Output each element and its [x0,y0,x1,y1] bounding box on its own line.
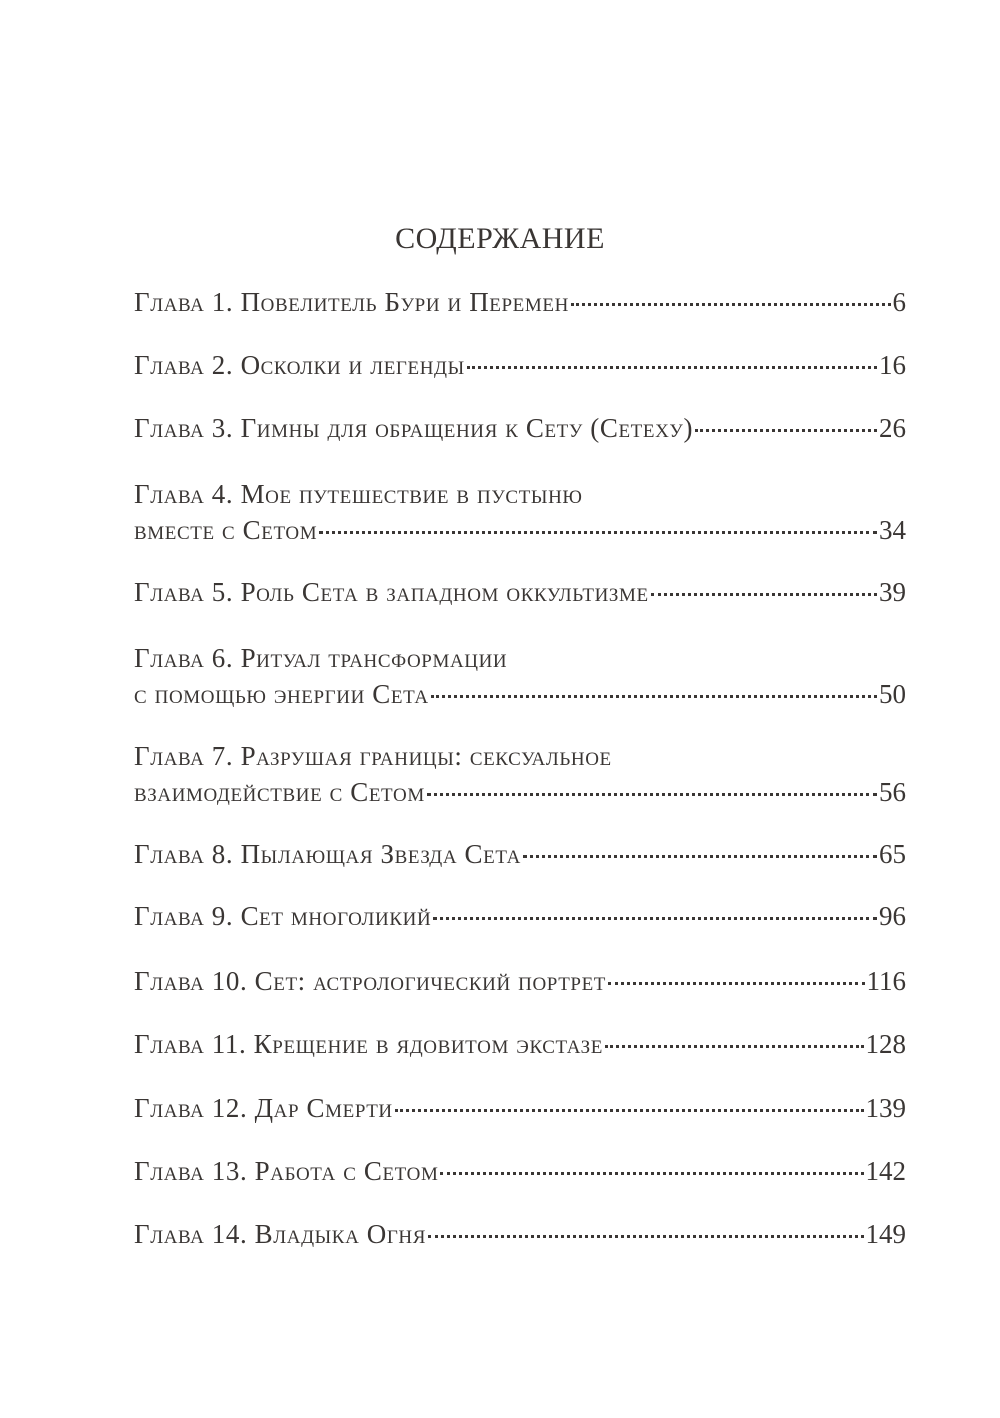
toc-entry-title: Глава 3. Гимны для обращения к Сету (Сетеху) [134,413,694,443]
toc-entry-title: Глава 10. Сет: астрологический портрет [134,966,606,996]
toc-entry-title: Глава 1. Повелитель Бури и Перемен [134,287,569,317]
dot-leader [319,531,877,534]
toc-entry-page-number: 39 [879,577,906,607]
toc-entry-line [134,1028,906,1060]
toc-entry-line [134,965,906,997]
toc-entry-title: Глава 13. Работа с Сетом [134,1156,439,1186]
toc-entry-page-number: 149 [865,1219,906,1249]
dot-leader [467,366,877,369]
toc-entry-page-number: 142 [865,1156,906,1186]
toc-entry [134,965,906,997]
toc-entry-title: вместе с Сетом [134,515,318,545]
dot-leader [608,982,865,985]
toc-entry [134,900,906,932]
toc-entry-line [134,514,906,546]
toc-entry [134,740,906,808]
toc-entry-line [134,900,906,932]
dot-leader [523,855,877,858]
toc-entry-line [134,1092,906,1124]
dot-leader [428,1235,863,1238]
toc-entry-page-number: 50 [879,679,906,709]
toc-entry-page-number: 116 [866,966,906,996]
toc-entry-page-number: 34 [879,515,906,545]
toc-entry-title: Глава 14. Владыка Огня [134,1219,427,1249]
toc-entry-title: Глава 12. Дар Смерти [134,1093,393,1123]
toc-entry [134,1092,906,1124]
toc-entry-title: взаимодействие с Сетом [134,777,425,807]
toc-entry-title: Глава 4. Мое путешествие в пустыню [134,479,583,509]
toc-entry-title: Глава 2. Осколки и легенды [134,350,465,380]
toc-entry-title: Глава 5. Роль Сета в западном оккультизме [134,577,649,607]
toc-entry-page-number: 16 [879,350,906,380]
dot-leader [431,695,877,698]
toc-entry-line [134,1218,906,1250]
dot-leader [571,303,891,306]
toc-entry-page-number: 26 [879,413,906,443]
toc-entry-page-number: 65 [879,839,906,869]
toc-entry-line [134,576,906,608]
dot-leader [395,1109,864,1112]
toc-entry [134,1028,906,1060]
dot-leader [440,1172,863,1175]
dot-leader [605,1045,864,1048]
toc-entry [134,349,906,381]
toc-entry-page-number: 96 [879,901,906,931]
toc-entry-title: с помощью энергии Сета [134,679,429,709]
toc-entry [134,1155,906,1187]
toc-entry-page-number: 6 [892,287,906,317]
toc-entry-line [134,412,906,444]
toc-entry-title: Глава 11. Крещение в ядовитом экстазе [134,1029,603,1059]
toc-entry-line [134,1155,906,1187]
toc-entry-line [134,286,906,318]
toc-entry-page-number: 128 [865,1029,906,1059]
toc-entry-line [134,478,906,510]
toc-entry-title: Глава 6. Ритуал трансформации [134,643,508,673]
toc-entry-line [134,349,906,381]
toc-entry-line [134,776,906,808]
toc-entry-title: Глава 9. Сет многоликий [134,901,432,931]
toc-entry [134,412,906,444]
toc-title: СОДЕРЖАНИЕ [395,222,605,255]
dot-leader [433,917,877,920]
toc-entry-title: Глава 8. Пылающая Звезда Сета [134,839,521,869]
toc-entry-line [134,678,906,710]
toc-entry [134,576,906,608]
toc-entry-line [134,838,906,870]
dot-leader [695,429,877,432]
toc-entry-title: Глава 7. Разрушая границы: сексуальное [134,741,612,771]
toc-entry-page-number: 139 [865,1093,906,1123]
toc-entry [134,1218,906,1250]
toc-entry-page-number: 56 [879,777,906,807]
toc-entry [134,286,906,318]
toc-entry-line [134,740,906,772]
toc-entry [134,478,906,546]
toc-entry [134,642,906,710]
dot-leader [651,593,877,596]
toc-entry [134,838,906,870]
toc-entry-line [134,642,906,674]
dot-leader [427,793,877,796]
